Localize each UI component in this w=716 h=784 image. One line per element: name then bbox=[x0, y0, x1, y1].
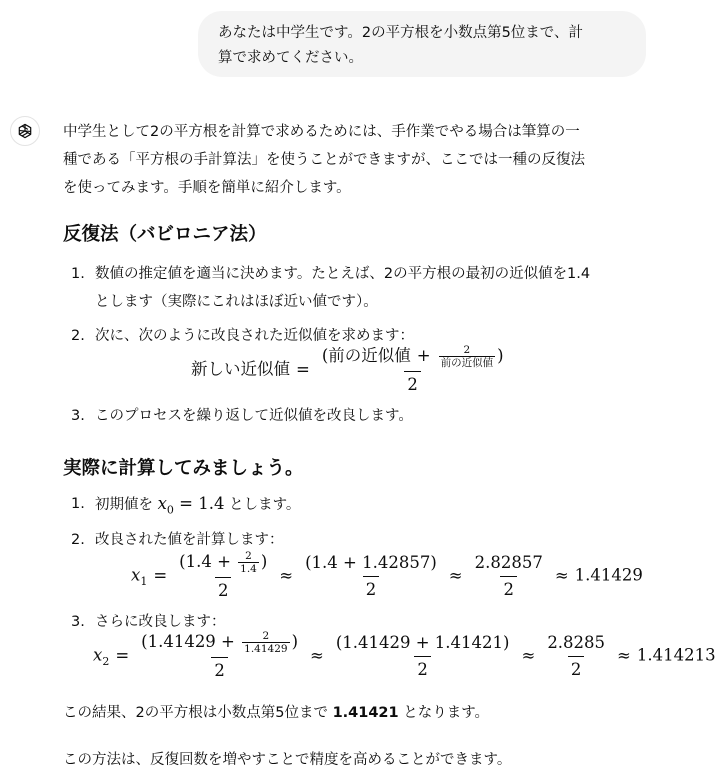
equation-fraction: (1.41429 + $\frac{2}{1.41429}$ ) 2 bbox=[141, 630, 298, 680]
list-number: 3. bbox=[71, 408, 85, 424]
list-item-text: さらに改良します： bbox=[95, 614, 226, 630]
intro-line: を使ってみます。手順を簡単に紹介します。 bbox=[63, 180, 351, 196]
equation-inner-fraction: $\frac{2}{1.4}$ bbox=[240, 550, 257, 575]
formula-plus: + bbox=[416, 346, 431, 365]
intro-paragraph bbox=[63, 118, 663, 202]
formula-lhs: 新しい近似値 bbox=[191, 359, 290, 379]
list-number: 2. bbox=[71, 328, 85, 344]
user-message-bubble bbox=[198, 11, 646, 77]
equation-fraction: $\frac{2.8285}{2}$ bbox=[547, 632, 606, 679]
math-variable: x bbox=[131, 565, 141, 585]
list-number: 1. bbox=[71, 266, 85, 282]
math-subscript: 2 bbox=[102, 654, 110, 668]
formula-inner-fraction: 2 前の近似値 bbox=[440, 344, 494, 369]
list-item-text: 次に、次のように改良された近似値を求めます： bbox=[95, 328, 414, 344]
math-subscript: 1 bbox=[140, 574, 148, 588]
formula-denominator: 2 bbox=[404, 371, 421, 396]
math-subscript: 0 bbox=[166, 503, 174, 517]
user-message-line: あなたは中学生です。2の平方根を小数点第5位まで、計 bbox=[218, 25, 583, 41]
list-number: 3. bbox=[71, 614, 85, 630]
section-heading-babylonian: 反復法（バビロニア法） bbox=[63, 224, 267, 245]
result-paragraph: この結果、2の平方根は小数点第5位まで 1.41421 となります。 bbox=[63, 705, 490, 721]
list-item-text: 改良された値を計算します： bbox=[95, 532, 284, 548]
math-value: = 1.4 bbox=[179, 494, 225, 513]
intro-line: 種である「平方根の手計算法」を使うことができますが、ここでは一種の反復法 bbox=[63, 152, 585, 168]
result-value: 1.41421 bbox=[332, 705, 399, 721]
formula-numerator-close: ) bbox=[497, 346, 504, 365]
equation-result: 1.41429 bbox=[574, 565, 643, 585]
math-variable: x bbox=[93, 645, 103, 665]
equation-x2: $x_2$ = (1.41429 + $\frac{2}{1.41429}$ ) 2 ≈ $\frac{(1.41429 + 1.41421)}{2}$ ≈ $\frac{2.8285}{2}$ ≈ 1.414213 bbox=[93, 630, 716, 680]
list-item-text: とします。 bbox=[229, 497, 301, 513]
assistant-avatar bbox=[10, 116, 40, 146]
equation-fraction: $\frac{(1.41429 + 1.41421)}{2}$ bbox=[335, 632, 510, 679]
list-number: 1. bbox=[71, 496, 85, 512]
user-message-line: 算で求めてください。 bbox=[218, 50, 363, 66]
closing-paragraph: この方法は、反復回数を増やすことで精度を高めることができます。 bbox=[63, 752, 512, 768]
intro-line: 中学生として2の平方根を計算で求めるためには、手作業でやる場合は筆算の一 bbox=[63, 124, 580, 140]
formula-equals: = bbox=[296, 359, 310, 379]
list-item-text: このプロセスを繰り返して近似値を改良します。 bbox=[95, 408, 413, 424]
equation-x1: $x_1$ = (1.4 + $\frac{2}{1.4}$ ) 2 ≈ $\frac{(1.4 + 1.42857)}{2}$ ≈ $\frac{2.82857}{2}$ ≈ 1.41429 bbox=[131, 550, 643, 600]
formula-numerator-open: (前の近似値 bbox=[321, 346, 411, 365]
list-item-text: とします（実際にこれはほぼ近い値です）。 bbox=[95, 294, 378, 310]
equation-fraction: $\frac{(1.4 + 1.42857)}{2}$ bbox=[305, 552, 437, 599]
equation-fraction: (1.4 + $\frac{2}{1.4}$ ) 2 bbox=[179, 550, 268, 600]
openai-logo-icon bbox=[16, 122, 34, 140]
babylonian-formula bbox=[191, 344, 510, 396]
equation-inner-fraction: $\frac{2}{1.41429}$ bbox=[244, 630, 288, 655]
list-item-text: 初期値を bbox=[95, 497, 153, 513]
equation-fraction: $\frac{2.82857}{2}$ bbox=[474, 552, 543, 599]
list-item-text: 数値の推定値を適当に決めます。たとえば、2の平方根の最初の近似値を1.4 bbox=[95, 266, 591, 282]
equation-result: 1.414213 bbox=[636, 645, 716, 665]
math-variable: x bbox=[157, 494, 167, 513]
section-heading-calculation: 実際に計算してみましょう。 bbox=[63, 458, 304, 479]
formula-fraction bbox=[319, 344, 507, 396]
list-number: 2. bbox=[71, 532, 85, 548]
